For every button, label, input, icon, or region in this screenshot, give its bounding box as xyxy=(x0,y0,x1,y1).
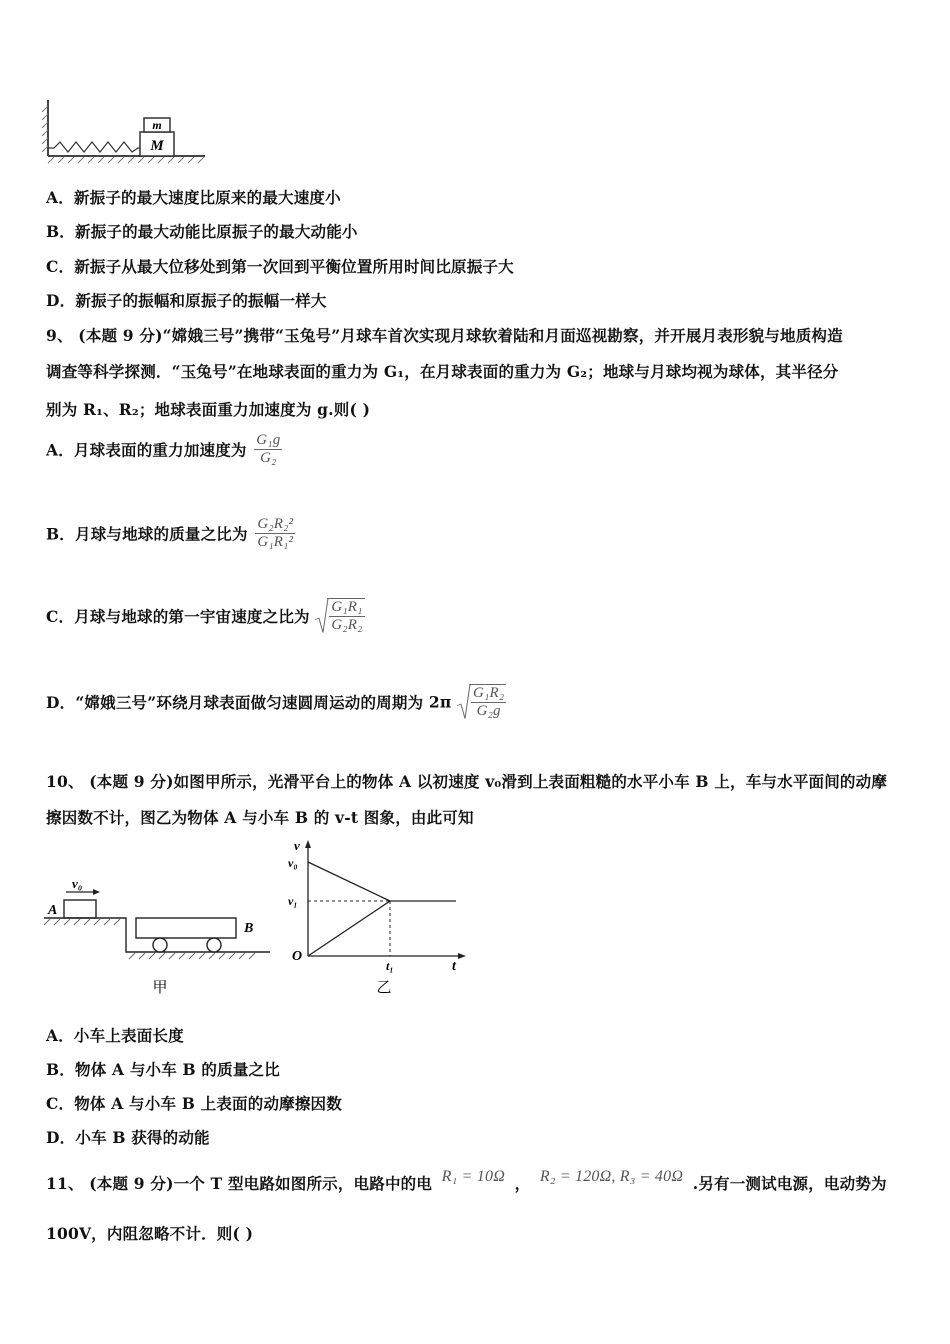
label-t1: t₁ xyxy=(386,959,394,973)
q9-option-d[interactable] xyxy=(46,684,506,720)
q11-stem-line2: 100V，内阻忽略不计．则( ) xyxy=(46,1224,254,1243)
q8-option-d[interactable]: D．新振子的振幅和原振子的振幅一样大 xyxy=(46,291,327,310)
q11-stem-line1 xyxy=(46,1168,887,1194)
spring-mass-figure xyxy=(40,98,210,166)
caption-jia: 甲 xyxy=(152,980,168,996)
q9-option-a-formula xyxy=(254,432,282,467)
q9-option-c-den: G₂R₂ xyxy=(331,617,363,633)
q8-option-b[interactable]: B．新振子的最大动能比原振子的最大动能小 xyxy=(46,222,358,241)
q11-r23-formula: R₂ = 120Ω, R₃ = 40Ω xyxy=(539,1168,684,1185)
q11-sep: ， xyxy=(514,1174,531,1193)
sqrt-sign-icon xyxy=(315,598,329,634)
caption-yi: 乙 xyxy=(376,980,392,996)
label-v1: v₁ xyxy=(288,894,298,908)
q9-stem-line1: 9、 (本题 9 分)“嫦娥三号”携带“玉兔号”月球车首次实现月球软着陆和月面巡视勘察，并开展月表形貌与地质构造 xyxy=(46,326,843,345)
q9-option-d-den: G₂g xyxy=(476,703,501,719)
q10-stem-line2: 擦因数不计，图乙为物体 A 与小车 B 的 v-t 图象，由此可知 xyxy=(46,808,474,827)
label-M: M xyxy=(150,138,164,154)
q9-option-a-text: A．月球表面的重力加速度为 xyxy=(46,440,247,460)
q9-stem-line2: 调查等科学探测．“玉兔号”在地球表面的重力为 G₁，在月球表面的重力为 G₂；地球与月球均视为球体，其半径分 xyxy=(46,362,839,381)
q9-option-d-num: G₁R₂ xyxy=(473,685,505,701)
q11-stem-part1: 11、 (本题 9 分)一个 T 型电路如图所示，电路中的电 xyxy=(46,1174,433,1193)
q9-option-c-text: C．月球与地球的第一宇宙速度之比为 xyxy=(46,607,310,626)
q8-option-a[interactable]: A．新振子的最大速度比原来的最大速度小 xyxy=(46,188,341,207)
q9-option-b-den: G₁R₁² xyxy=(257,534,294,550)
label-B: B xyxy=(244,921,254,936)
q10-option-d[interactable]: D．小车 B 获得的动能 xyxy=(46,1128,210,1147)
q9-option-c-formula xyxy=(315,598,364,634)
q8-option-c[interactable]: C．新振子从最大位移处到第一次回到平衡位置所用时间比原振子大 xyxy=(46,257,514,276)
q11-r1-formula: R₁ = 10Ω xyxy=(441,1168,505,1185)
cart-B xyxy=(136,918,236,938)
axis-v-label: v xyxy=(294,838,300,853)
q9-option-c[interactable] xyxy=(46,598,365,634)
q10-stem-line1: 10、 (本题 9 分)如图甲所示，光滑平台上的物体 A 以初速度 v₀滑到上表面粗糙的水平小车 B 上，车与水平面间的动摩 xyxy=(46,772,888,791)
label-m: m xyxy=(152,118,162,132)
q9-option-b-num: G₂R₂² xyxy=(257,516,294,532)
q10-option-c[interactable]: C．物体 A 与小车 B 上表面的动摩擦因数 xyxy=(46,1094,342,1113)
q9-option-a[interactable] xyxy=(46,432,282,467)
q9-option-d-formula xyxy=(457,684,506,720)
q9-option-d-prefix: 2π xyxy=(428,692,452,712)
label-v0: v₀ xyxy=(72,876,83,891)
label-origin: O xyxy=(292,949,303,964)
spring xyxy=(48,142,140,152)
q10-option-b[interactable]: B．物体 A 与小车 B 的质量之比 xyxy=(46,1060,280,1079)
q9-option-d-text: D．“嫦娥三号”环绕月球表面做匀速圆周运动的周期为 xyxy=(46,693,424,712)
q9-option-b-text: B．月球与地球的质量之比为 xyxy=(46,524,248,544)
q9-option-a-num: G₁g xyxy=(256,432,281,448)
line-B-accel xyxy=(308,901,390,956)
axis-t-label: t xyxy=(452,959,456,974)
block-A xyxy=(64,900,96,918)
figure-yi xyxy=(280,836,470,1000)
line-A-decel xyxy=(308,862,390,901)
q9-option-b-formula xyxy=(255,516,295,551)
q10-option-a[interactable]: A．小车上表面长度 xyxy=(46,1026,184,1045)
sqrt-sign-icon xyxy=(457,684,471,720)
label-v0: v₀ xyxy=(288,856,298,870)
q9-option-b[interactable] xyxy=(46,516,295,551)
q11-stem-part2: .另有一测试电源，电动势为 xyxy=(692,1174,887,1193)
figure-jia xyxy=(40,870,270,1000)
q9-option-a-den: G₂ xyxy=(260,450,277,466)
label-A: A xyxy=(48,903,58,918)
q9-option-c-num: G₁R₁ xyxy=(331,599,363,615)
q9-stem-line3: 别为 R₁、R₂；地球表面重力加速度为 g.则( ) xyxy=(46,400,371,419)
